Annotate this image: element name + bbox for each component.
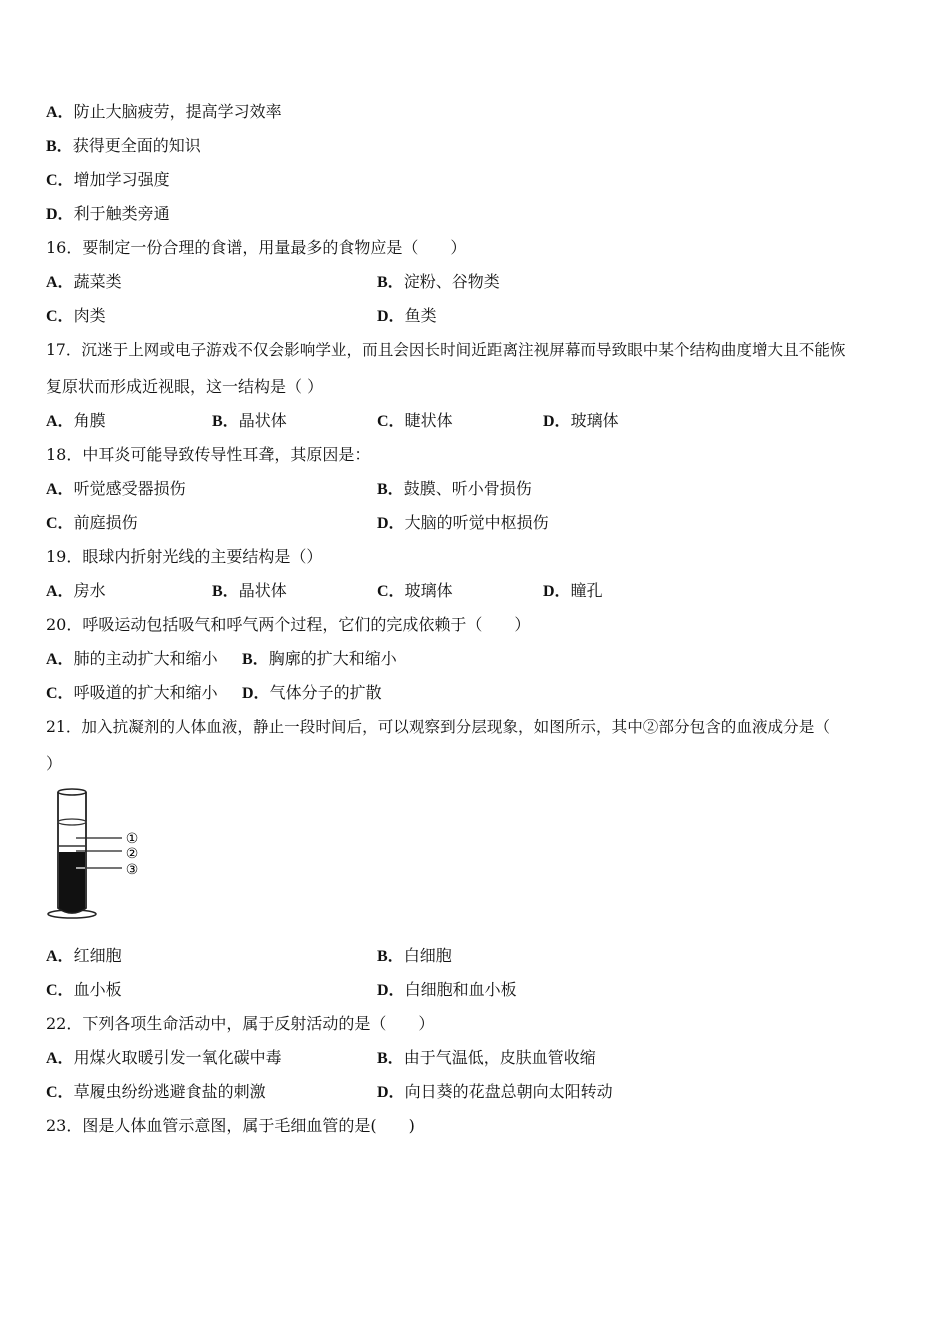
q22-option-d: D．向日葵的花盘总朝向太阳转动 [377,1082,613,1101]
figure-label-2: ② [125,846,139,862]
red-cell-layer [59,852,85,913]
q15-option-a: A．防止大脑疲劳，提高学习效率 [46,102,282,121]
q23-stem: 23．图是人体血管示意图，属于毛细血管的是( ) [46,1116,415,1135]
figure-label-1: ① [125,831,139,847]
q19-stem: 19．眼球内折射光线的主要结构是（） [46,547,323,566]
q17-option-c: C．睫状体 [377,411,453,430]
q17-option-a: A．角膜 [46,411,106,430]
q15-option-c: C．增加学习强度 [46,170,170,189]
q16-option-a: A．蔬菜类 [46,272,122,291]
q20-option-b: B．胸廓的扩大和缩小 [242,649,397,668]
q17-stem-line1: 17．沉迷于上网或电子游戏不仅会影响学业，而且会因长时间近距离注视屏幕而导致眼中某个结构曲度增大且不能恢 [46,341,846,359]
q21-option-b: B．白细胞 [377,946,452,965]
q22-option-a: A．用煤火取暖引发一氧化碳中毒 [46,1048,282,1067]
plasma-top-surface [58,819,86,825]
q16-option-b: B．淀粉、谷物类 [377,272,500,291]
q18-option-d: D．大脑的听觉中枢损伤 [377,513,549,532]
q22-stem: 22．下列各项生命活动中，属于反射活动的是（ ） [46,1014,435,1033]
q21-stem-line2: ） [46,754,63,773]
q19-option-d: D．瞳孔 [543,581,603,600]
q17-stem-line2: 复原状而形成近视眼，这一结构是（ ） [46,377,324,396]
q15-option-d: D．利于触类旁通 [46,204,170,223]
q18-option-a: A．听觉感受器损伤 [46,479,186,498]
q18-option-c: C．前庭损伤 [46,513,138,532]
q17-option-b: B．晶状体 [212,411,287,430]
q22-option-b: B．由于气温低，皮肤血管收缩 [377,1048,596,1067]
q19-option-a: A．房水 [46,581,106,600]
q20-option-c: C．呼吸道的扩大和缩小 [46,683,218,702]
q21-stem-line1: 21．加入抗凝剂的人体血液，静止一段时间后，可以观察到分层现象，如图所示，其中②部分包含的血液成分是（ [46,718,830,736]
figure-label-3: ③ [125,862,139,878]
blood-tube-figure [46,788,156,924]
q16-option-d: D．鱼类 [377,306,437,325]
q19-option-b: B．晶状体 [212,581,287,600]
q20-option-d: D．气体分子的扩散 [242,683,382,702]
q17-option-d: D．玻璃体 [543,411,619,430]
q16-option-c: C．肉类 [46,306,106,325]
q21-option-d: D．白细胞和血小板 [377,980,517,999]
q18-stem: 18．中耳炎可能导致传导性耳聋，其原因是： [46,445,371,464]
q22-option-c: C．草履虫纷纷逃避食盐的刺激 [46,1082,266,1101]
q16-stem: 16．要制定一份合理的食谱，用量最多的食物应是（ ） [46,238,467,257]
q19-option-c: C．玻璃体 [377,581,453,600]
q15-option-b: B．获得更全面的知识 [46,136,201,155]
q21-option-c: C．血小板 [46,980,122,999]
q21-option-a: A．红细胞 [46,946,122,965]
q20-stem: 20．呼吸运动包括吸气和呼气两个过程，它们的完成依赖于（ ） [46,615,531,634]
q18-option-b: B．鼓膜、听小骨损伤 [377,479,532,498]
q20-option-a: A．肺的主动扩大和缩小 [46,649,218,668]
tube-rim [58,789,86,795]
